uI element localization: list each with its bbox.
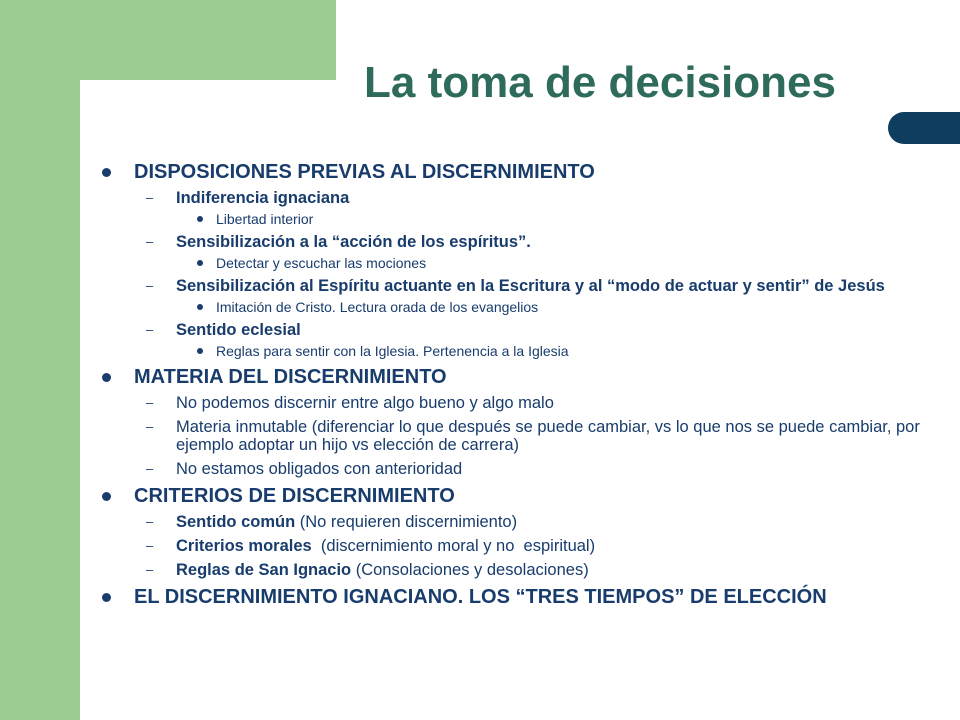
bullet-icon [102, 168, 111, 177]
list-item-text: (discernimiento moral y no espiritual) [311, 537, 596, 555]
list-item [100, 460, 930, 478]
list-item-text: No podemos discernir entre algo bueno y algo malo [176, 394, 554, 412]
bullet-icon [197, 216, 203, 222]
list-item [100, 418, 930, 454]
bullet-icon [102, 593, 111, 602]
bullet-icon [197, 260, 203, 266]
list-item-text: Materia inmutable (diferenciar lo que después se puede cambiar, vs lo que nos se puede cambiar, por ejemplo adoptar un hijo vs elección de carrera) [176, 418, 925, 454]
green-top-bar [0, 0, 336, 80]
dash-icon: – [146, 278, 154, 293]
section-heading [100, 162, 930, 183]
list-item [100, 394, 930, 412]
list-item-text: (No requieren discernimiento) [295, 513, 518, 531]
sub-list-item-text: Detectar y escuchar las mociones [216, 255, 427, 271]
bullet-icon [197, 304, 203, 310]
dash-icon: – [146, 322, 154, 337]
list-item-strong: Indiferencia ignaciana [176, 189, 350, 207]
list-item [100, 189, 930, 207]
bullet-icon [102, 492, 111, 501]
bullet-icon [197, 348, 203, 354]
list-item [100, 277, 930, 295]
dash-icon: – [146, 395, 154, 410]
sub-list-item-text: Libertad interior [216, 211, 314, 227]
list-item-strong: Criterios morales [176, 537, 312, 555]
list-item-strong: Sentido eclesial [176, 321, 301, 339]
dash-icon: – [146, 461, 154, 476]
section-heading-text: MATERIA DEL DISCERNIMIENTO [134, 366, 447, 388]
title-underline-bar [888, 112, 960, 144]
list-item-strong: Reglas de San Ignacio [176, 561, 352, 579]
list-item [100, 321, 930, 339]
section-heading [100, 486, 930, 507]
dash-icon: – [146, 190, 154, 205]
dash-icon: – [146, 234, 154, 249]
list-item-text: (Consolaciones y desolaciones) [351, 561, 589, 579]
dash-icon: – [146, 514, 154, 529]
list-item [100, 233, 930, 251]
list-item-strong: Sensibilización a la “acción de los espíritus”. [176, 233, 531, 251]
section-heading-text: EL DISCERNIMIENTO IGNACIANO. LOS “TRES TIEMPOS” DE ELECCIÓN [134, 586, 827, 608]
dash-icon: – [146, 419, 154, 434]
list-item-text: No estamos obligados con anterioridad [176, 460, 463, 478]
sub-list-item-text: Imitación de Cristo. Lectura orada de los evangelios [216, 299, 539, 315]
list-item-strong: Sentido común [176, 513, 296, 531]
green-side-bar [0, 0, 80, 720]
sub-list-item-text: Reglas para sentir con la Iglesia. Pertenencia a la Iglesia [216, 343, 569, 359]
list-item [100, 561, 930, 579]
dash-icon: – [146, 538, 154, 553]
sub-list-item [100, 299, 930, 315]
sub-list-item [100, 255, 930, 271]
section-heading-text: CRITERIOS DE DISCERNIMIENTO [134, 485, 455, 507]
bullet-icon [102, 373, 111, 382]
sub-list-item [100, 343, 930, 359]
list-item-strong: Sensibilización al Espíritu actuante en la Escritura y al “modo de actuar y sentir” de Jesús [176, 277, 885, 295]
slide-content [100, 162, 930, 608]
sub-list-item [100, 211, 930, 227]
section-heading [100, 587, 930, 608]
dash-icon: – [146, 562, 154, 577]
section-heading [100, 367, 930, 388]
list-item [100, 537, 930, 555]
slide-title: La toma de decisiones [364, 58, 836, 107]
section-heading-text: DISPOSICIONES PREVIAS AL DISCERNIMIENTO [134, 161, 595, 183]
list-item [100, 513, 930, 531]
